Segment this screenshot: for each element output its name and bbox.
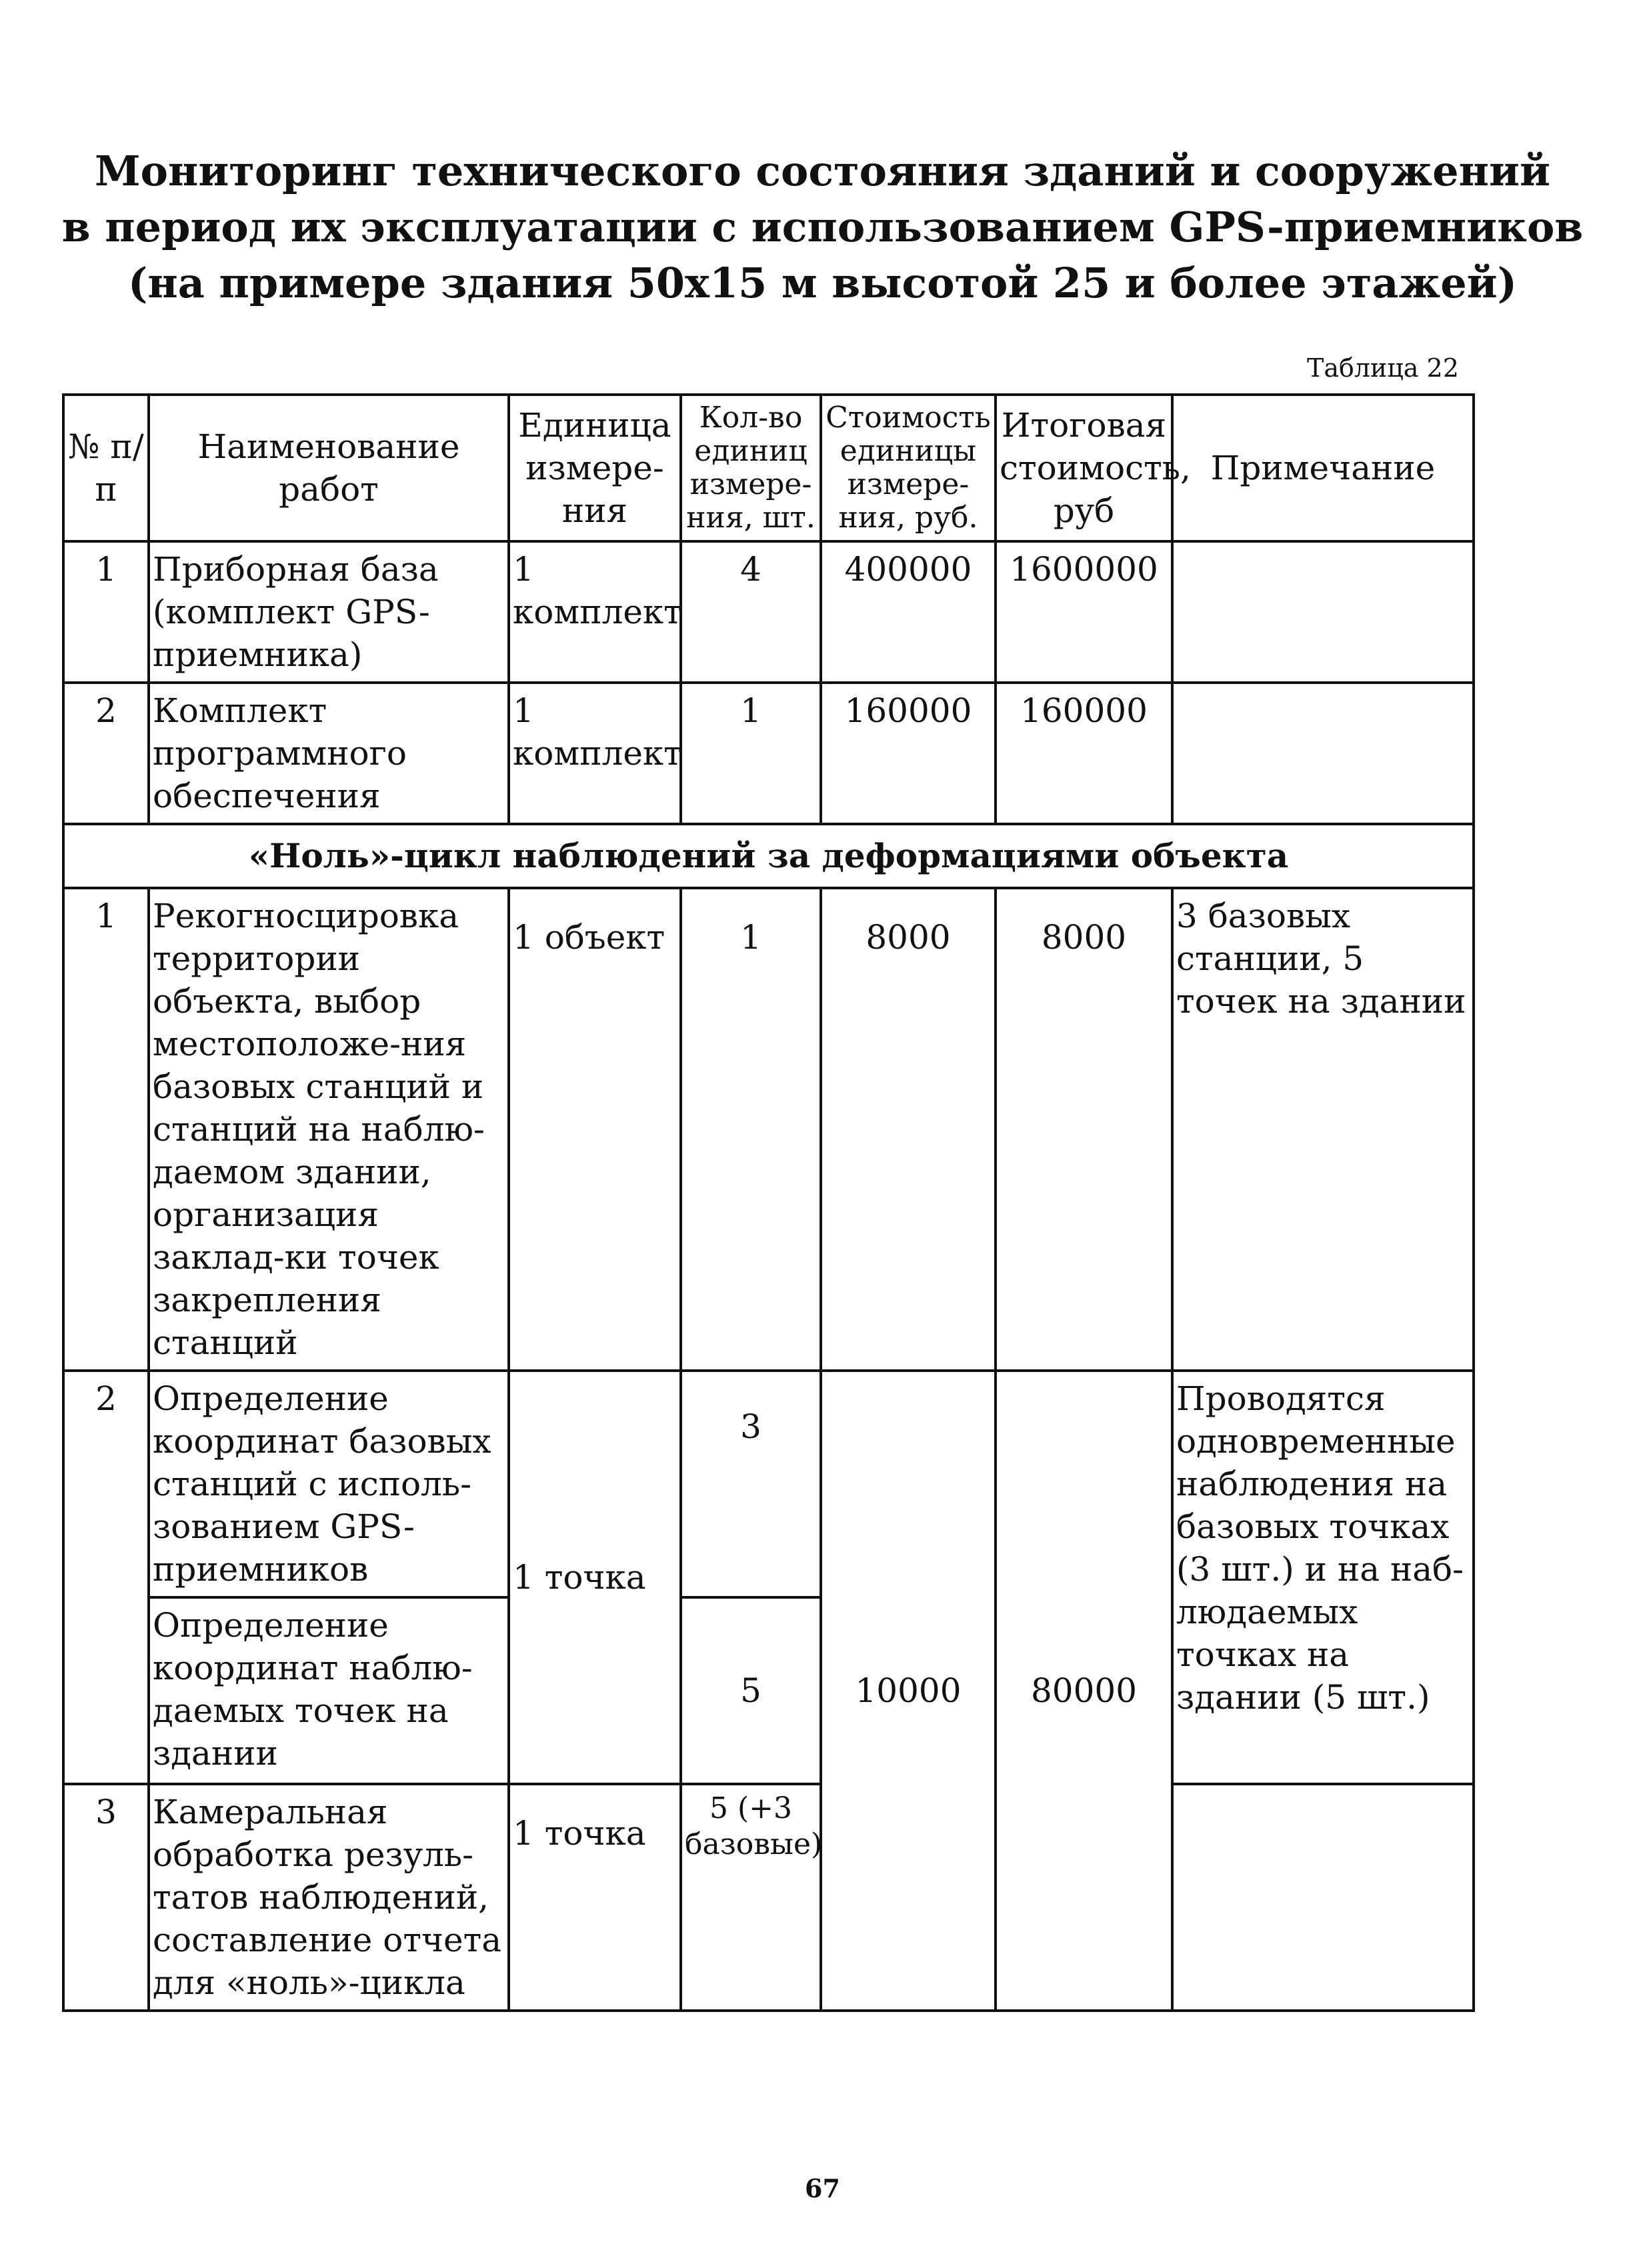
row-note — [1172, 541, 1474, 683]
row-name: Определение координат наблю-даемых точек на здании — [149, 1597, 509, 1784]
table-row — [63, 683, 1474, 824]
row-price: 8000 — [821, 888, 996, 1371]
row-qty: 1 — [681, 683, 821, 824]
row-name: Рекогносцировка территории объекта, выбор местоположе-ния базовых станций и станций на наблю-даемом здании, организация заклад-ки точек закрепления станций — [149, 888, 509, 1371]
table-row — [63, 888, 1474, 1371]
table-caption: Таблица 22 — [1307, 353, 1459, 383]
row-note: 3 базовых станции, 5 точек на здании — [1172, 888, 1474, 1371]
row-price: 160000 — [821, 683, 996, 824]
table-row — [63, 541, 1474, 683]
row-price: 400000 — [821, 541, 996, 683]
cost-table — [62, 393, 1475, 2012]
header-unit: Единица измере-ния — [509, 395, 681, 541]
header-qty: Кол-во единиц измере-ния, шт. — [681, 395, 821, 541]
page-title — [0, 143, 1645, 311]
row-qty: 5 — [681, 1597, 821, 1784]
row-name: Приборная база (комплект GPS-приемника) — [149, 541, 509, 683]
row-total: 80000 — [996, 1371, 1172, 2011]
row-note — [1172, 1784, 1474, 2011]
header-num: № п/п — [63, 395, 149, 541]
title-line-2: в период их эксплуатации с использованием GPS-приемников — [61, 203, 1584, 251]
row-name: Комплект программного обеспечения — [149, 683, 509, 824]
header-row — [63, 395, 1474, 541]
row-total: 1600000 — [996, 541, 1172, 683]
row-price: 10000 — [821, 1371, 996, 2011]
title-line-3: (на примере здания 50х15 м высотой 25 и более этажей) — [128, 259, 1517, 307]
row-total: 8000 — [996, 888, 1172, 1371]
table-row — [63, 1371, 1474, 1597]
row-unit: 1 точка — [509, 1371, 681, 1784]
row-unit: 1 точка — [509, 1784, 681, 2011]
row-num: 2 — [63, 683, 149, 824]
row-qty: 4 — [681, 541, 821, 683]
section-title: «Ноль»-цикл наблюдений за деформациями объекта — [63, 824, 1474, 888]
row-qty: 3 — [681, 1371, 821, 1597]
row-name: Определение координат базовых станций с исполь-зованием GPS-приемников — [149, 1371, 509, 1597]
title-line-1: Мониторинг технического состояния зданий и сооружений — [95, 147, 1550, 195]
header-total: Итоговая стоимость, руб — [996, 395, 1172, 541]
row-num: 2 — [63, 1371, 149, 1784]
row-num: 1 — [63, 541, 149, 683]
row-num: 1 — [63, 888, 149, 1371]
row-qty: 5 (+3 базовые) — [681, 1784, 821, 2011]
row-note — [1172, 683, 1474, 824]
row-name: Камеральная обработка резуль-татов наблюдений, составление отчета для «ноль»-цикла — [149, 1784, 509, 2011]
row-unit: 1 объект — [509, 888, 681, 1371]
row-unit: 1 комплект — [509, 541, 681, 683]
row-num: 3 — [63, 1784, 149, 2011]
row-note: Проводятся одновременные наблюдения на базовых точках (3 шт.) и на наб-людаемых точках на здании (5 шт.) — [1172, 1371, 1474, 1784]
header-price: Стоимость единицы измере-ния, руб. — [821, 395, 996, 541]
section-row — [63, 824, 1474, 888]
header-note: Примечание — [1172, 395, 1474, 541]
row-qty: 1 — [681, 888, 821, 1371]
page-number: 67 — [805, 2173, 840, 2203]
table-row — [63, 1784, 1474, 2011]
row-total: 160000 — [996, 683, 1172, 824]
row-unit: 1 комплект — [509, 683, 681, 824]
header-name: Наименование работ — [149, 395, 509, 541]
